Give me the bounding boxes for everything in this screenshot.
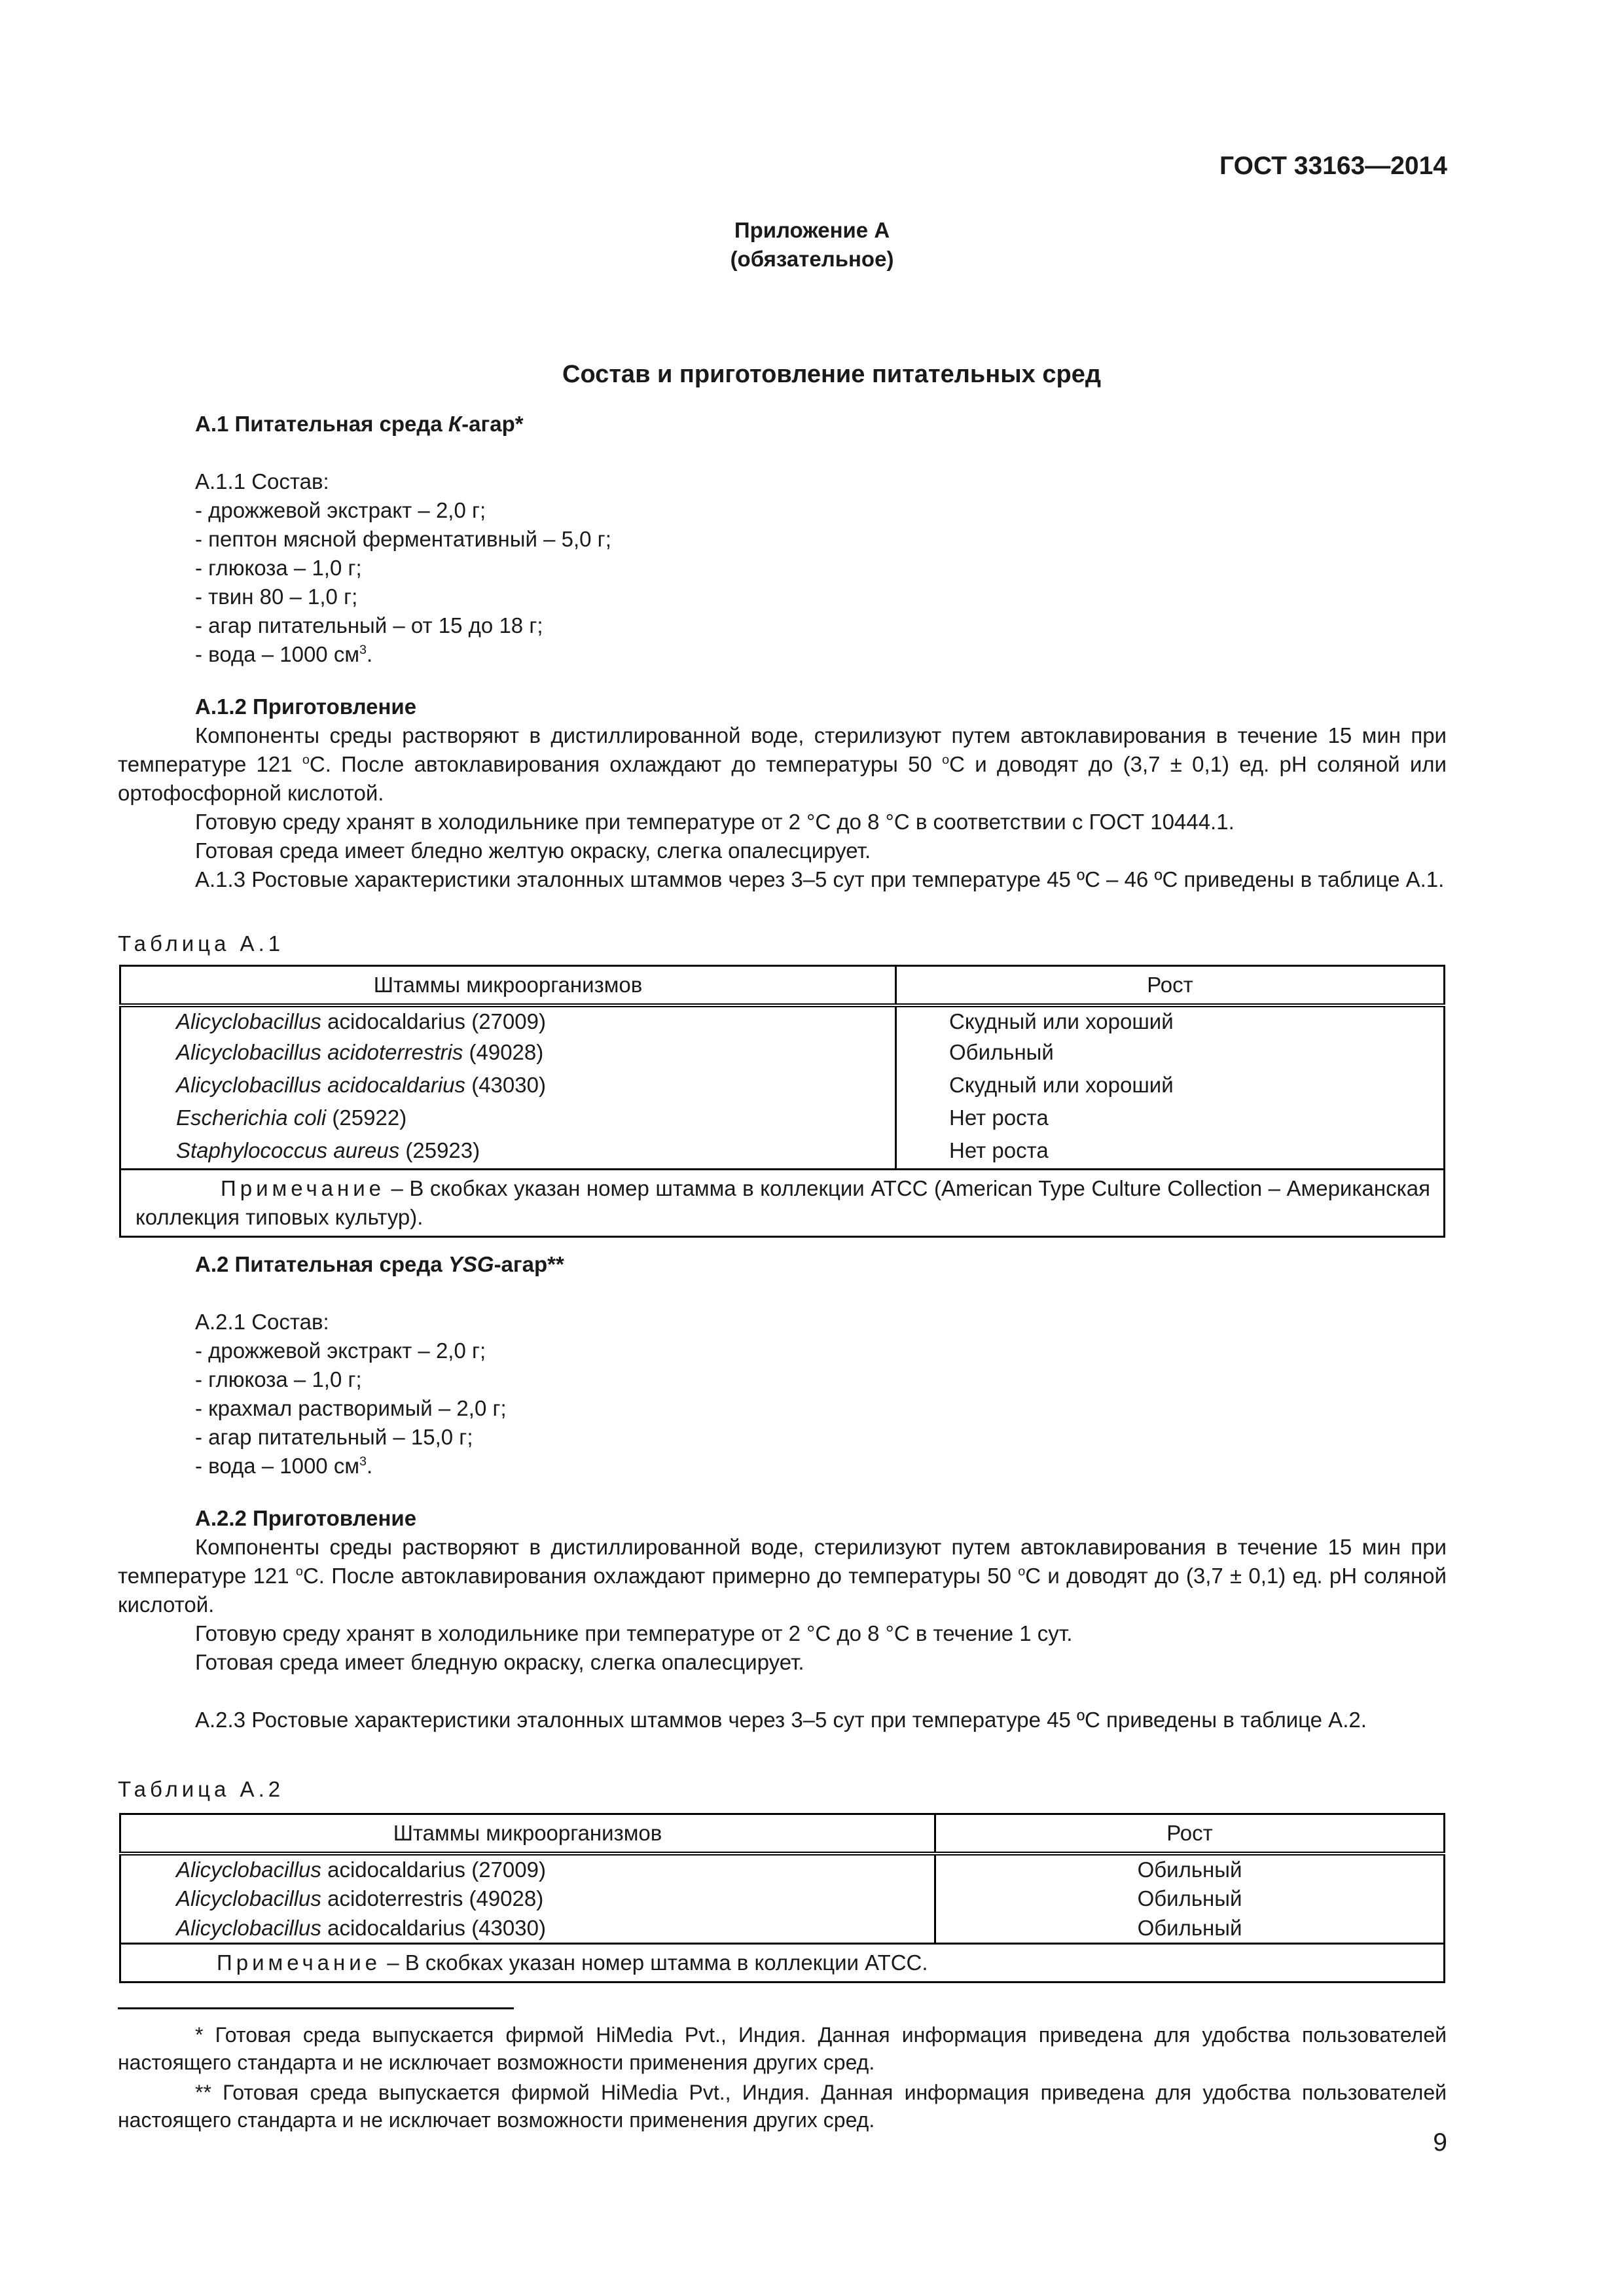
a2-item: - агар питательный – 15,0 г; [195,1425,473,1449]
strain-cell: Alicyclobacillus acidocaldarius (43030) [120,1914,935,1944]
growth-cell: Обильный [949,1040,1054,1064]
a2-prep-paragraph: Компоненты среды растворяют в дистиллированной воде, стерилизуют путем автоклавирования в течение 15 мин при температуре 121 $^о$С. После автоклавирования охлаждают примерно до температуры 50 $^о$С и доводят до (3,7 ± 0,1) ед. рН соляной кислотой. [118,1535,1447,1617]
a1-item: - дрожжевой экстракт – 2,0 г; [195,498,486,522]
strain-cell: Alicyclobacillus acidocaldarius (27009) [120,1854,935,1884]
strain-cell: Alicyclobacillus acidocaldarius (43030) [120,1071,896,1103]
table1-caption: Таблица А.1 [118,931,285,956]
footnote-separator [118,2007,514,2009]
a2-composition-title: А.2.1 Состав: [195,1310,329,1334]
growth-cell: Обильный [1137,1886,1242,1910]
a1-appearance-text: Готовая среда имеет бледно желтую окраску, слегка опалесцирует. [195,838,871,863]
strain-cell: Staphylococcus aureus (25923) [120,1136,896,1169]
table-row [120,1071,1445,1103]
strain-cell: Alicyclobacillus acidocaldarius (27009) [120,1005,896,1038]
a2-item: - глюкоза – 1,0 г; [195,1367,362,1391]
strain-cell: Alicyclobacillus acidoterrestris (49028) [120,1884,935,1914]
growth-cell: Скудный или хороший [949,1009,1174,1033]
a1-heading: А.1 Питательная среда К-агар* [195,412,524,436]
a2-appearance-text: Готовая среда имеет бледную окраску, слегка опалесцирует. [195,1650,804,1674]
a1-item: - глюкоза – 1,0 г; [195,556,362,580]
table-row [120,1103,1445,1136]
a2-growth-text: А.2.3 Ростовые характеристики эталонных штаммов через 3–5 сут при температуре 45 ºС приведены в таблице А.2. [195,1708,1367,1732]
footnote-1: * Готовая среда выпускается фирмой HiMedia Pvt., Индия. Данная информация приведена для удобства пользователей настоящего стандарта и не исключает возможности применения других сред. [118,2023,1447,2074]
a1-item: - агар питательный – от 15 до 18 г; [195,613,543,637]
page-number: 9 [1433,2128,1447,2157]
table2-caption: Таблица А.2 [118,1777,285,1801]
strain-cell: Alicyclobacillus acidoterrestris (49028) [120,1038,896,1071]
standard-number: ГОСТ 33163—2014 [1219,152,1447,180]
appendix-title: Приложение А [734,218,890,242]
appendix-subtitle: (обязательное) [730,247,894,271]
a1-prep-heading: А.1.2 Приготовление [195,694,417,719]
section-title: Состав и приготовление питательных сред [562,361,1101,388]
growth-cell: Скудный или хороший [949,1073,1174,1097]
growth-cell: Нет роста [949,1138,1049,1162]
table-a1 [119,965,1445,1238]
a1-item: - пептон мясной ферментативный – 5,0 г; [195,527,611,551]
a2-prep-heading: А.2.2 Приготовление [195,1506,417,1530]
growth-cell: Обильный [1137,1857,1242,1882]
growth-cell: Нет роста [949,1105,1049,1130]
table2-header-strains: Штаммы микроорганизмов [120,1814,935,1854]
a2-storage-text: Готовую среду хранят в холодильнике при температуре от 2 °С до 8 °С в течение 1 сут. [195,1621,1073,1645]
table-a2 [119,1813,1445,1983]
footnote-2: ** Готовая среда выпускается фирмой HiMedia Pvt., Индия. Данная информация приведена для удобства пользователей настоящего стандарта и не исключает возможности применения других сред. [118,2081,1447,2132]
table-row [120,1854,1445,1884]
table-row [120,1884,1445,1914]
table1-header-growth: Рост [896,966,1445,1006]
a2-heading: А.2 Питательная среда YSG-агар** [195,1252,564,1276]
a1-storage-text: Готовую среду хранят в холодильнике при температуре от 2 °С до 8 °С в соответствии с ГОСТ 10444.1. [195,810,1235,834]
a1-growth-text: А.1.3 Ростовые характеристики эталонных штаммов через 3–5 сут при температуре 45 ºС – 46 ºС приведены в таблице А.1. [195,867,1445,891]
a1-item: - твин 80 – 1,0 г; [195,584,358,609]
a1-water: - вода – 1000 $см^3$. [195,642,373,666]
table1-header-strains: Штаммы микроорганизмов [120,966,896,1006]
table2-note: Примечание – В скобках указан номер штамма в коллекции АТСС. [120,1944,1445,1982]
table-row [120,1005,1445,1038]
a2-item: - дрожжевой экстракт – 2,0 г; [195,1338,486,1363]
a2-item: - крахмал растворимый – 2,0 г; [195,1396,507,1420]
strain-cell: Escherichia coli (25922) [120,1103,896,1136]
table-row [120,1914,1445,1944]
a2-water: - вода – 1000 $см^3$. [195,1454,373,1478]
table2-header-growth: Рост [935,1814,1445,1854]
table-row [120,1136,1445,1169]
growth-cell: Обильный [1137,1916,1242,1940]
table1-note: Примечание – В скобках указан номер штамма в коллекции АТСС (American Type Culture Collection – Американская коллекция типовых культур). [120,1169,1445,1236]
table-row [120,1038,1445,1071]
a1-prep-paragraph: Компоненты среды растворяют в дистиллированной воде, стерилизуют путем автоклавирования в течение 15 мин при температуре 121 $^о$С. После автоклавирования охлаждают до температуры 50 $^о$С и доводят до (3,7 ± 0,1) ед. рН соляной или ортофосфорной кислотой. [118,723,1447,805]
a1-composition-title: А.1.1 Состав: [195,469,329,493]
